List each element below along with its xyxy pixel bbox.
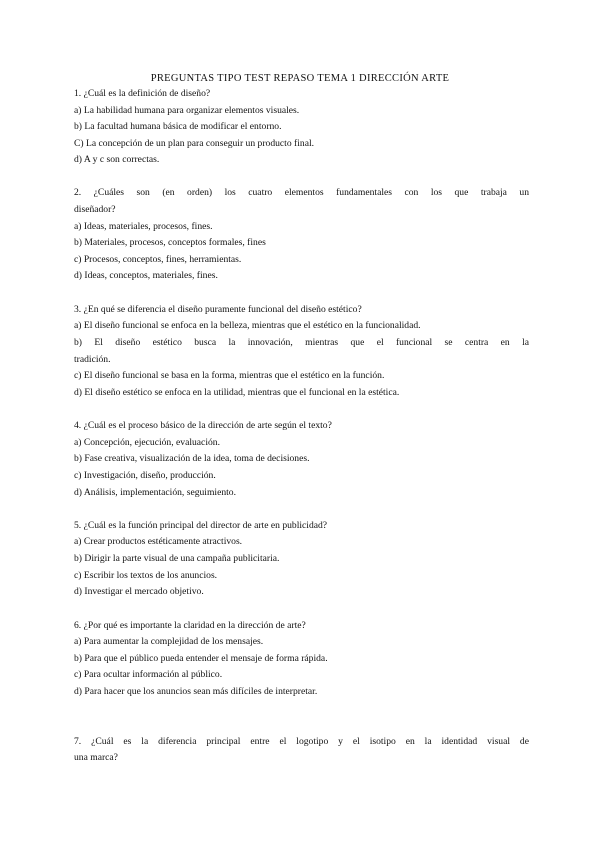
question-4-option-d: d) Análisis, implementación, seguimiento. xyxy=(74,487,237,498)
page-title: PREGUNTAS TIPO TEST REPASO TEMA 1 DIRECCIÓN ARTE xyxy=(150,73,450,84)
question-5-option-b: b) Dirigir la parte visual de una campaña publicitaria. xyxy=(74,553,280,564)
question-6-option-d: d) Para hacer que los anuncios sean más difíciles de interpretar. xyxy=(74,686,318,697)
question-1-option-b: b) La facultad humana básica de modificar el entorno. xyxy=(74,121,282,132)
question-3-option-a: a) El diseño funcional se enfoca en la belleza, mientras que el estético en la funcionalidad. xyxy=(74,320,421,331)
question-5-option-d: d) Investigar el mercado objetivo. xyxy=(74,586,204,597)
question-2-text: 2. ¿Cuáles son (en orden) los cuatro elementos fundamentales con los que trabaja un xyxy=(74,187,529,198)
question-4-text: 4. ¿Cuál es el proceso básico de la dirección de arte según el texto? xyxy=(74,420,332,431)
question-7-text: 7. ¿Cuál es la diferencia principal entre el logotipo y el isotipo en la identidad visual de xyxy=(74,736,529,747)
question-3-option-d: d) El diseño estético se enfoca en la utilidad, mientras que el funcional en la estética. xyxy=(74,387,400,398)
question-4-option-a: a) Concepción, ejecución, evaluación. xyxy=(74,437,220,448)
question-6-option-c: c) Para ocultar información al público. xyxy=(74,669,223,680)
question-1-option-a: a) La habilidad humana para organizar elementos visuales. xyxy=(74,105,300,116)
question-6-option-a: a) Para aumentar la complejidad de los mensajes. xyxy=(74,636,264,647)
question-3-option-c: c) El diseño funcional se basa en la forma, mientras que el estético en la función. xyxy=(74,370,385,381)
question-5-text: 5. ¿Cuál es la función principal del director de arte en publicidad? xyxy=(74,520,328,531)
question-1-text: 1. ¿Cuál es la definición de diseño? xyxy=(74,88,211,99)
question-6-option-b: b) Para que el público pueda entender el mensaje de forma rápida. xyxy=(74,653,328,664)
question-4-option-c: c) Investigación, diseño, producción. xyxy=(74,470,216,481)
question-7-text-cont: una marca? xyxy=(74,752,118,763)
question-6-text: 6. ¿Por qué es importante la claridad en la dirección de arte? xyxy=(74,620,306,631)
question-2-text-cont: diseñador? xyxy=(74,204,116,215)
question-3-text: 3. ¿En qué se diferencia el diseño puramente funcional del diseño estético? xyxy=(74,304,362,315)
question-2-option-c: c) Procesos, conceptos, fines, herramientas. xyxy=(74,254,242,265)
question-3-option-b-cont: tradición. xyxy=(74,354,111,365)
question-5-option-a: a) Crear productos estéticamente atractivos. xyxy=(74,536,243,547)
question-2-option-a: a) Ideas, materiales, procesos, fines. xyxy=(74,221,213,232)
question-1-option-d: d) A y c son correctas. xyxy=(74,154,160,165)
question-3-option-b: b) El diseño estético busca la innovación, mientras que el funcional se centra en la xyxy=(74,337,529,348)
question-1-option-c: C) La concepción de un plan para conseguir un producto final. xyxy=(74,138,315,149)
question-2-option-d: d) Ideas, conceptos, materiales, fines. xyxy=(74,270,218,281)
question-5-option-c: c) Escribir los textos de los anuncios. xyxy=(74,570,218,581)
question-2-option-b: b) Materiales, procesos, conceptos formales, fines xyxy=(74,237,266,248)
question-4-option-b: b) Fase creativa, visualización de la idea, toma de decisiones. xyxy=(74,453,310,464)
